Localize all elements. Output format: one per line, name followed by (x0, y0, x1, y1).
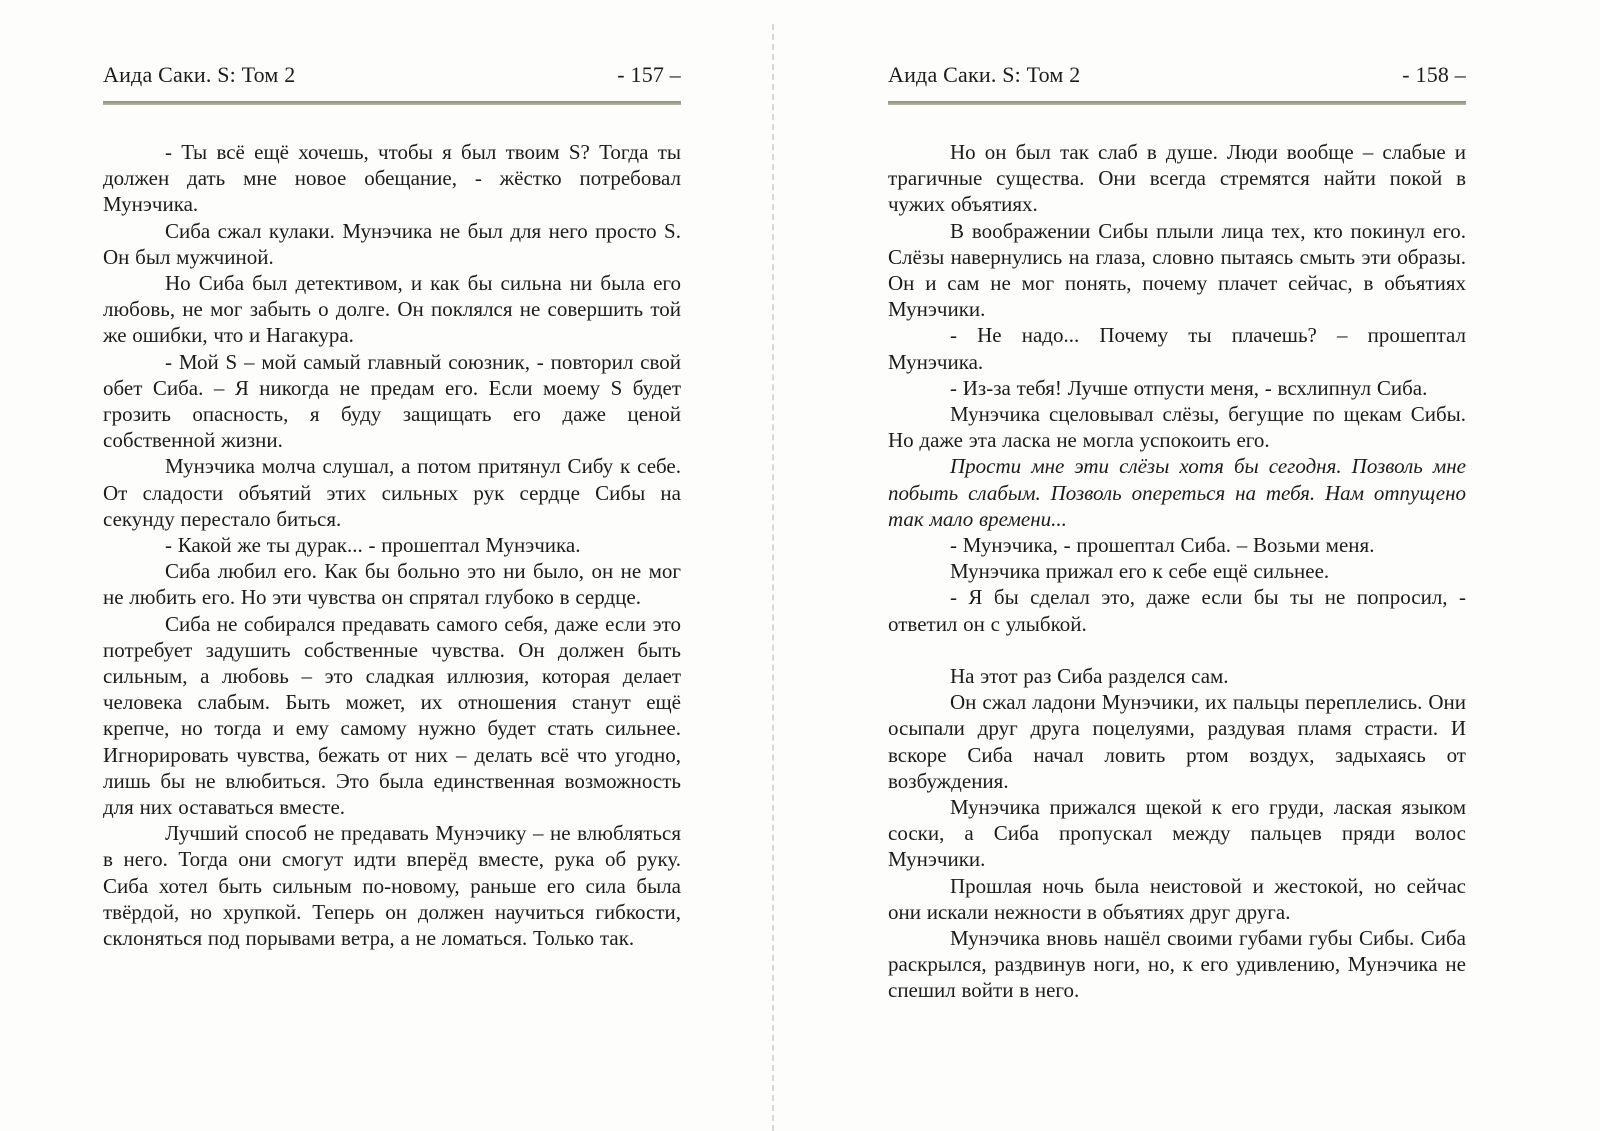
paragraph: Сиба сжал кулаки. Мунэчика не был для него просто S. Он был мужчиной. (103, 218, 681, 269)
paragraph: Мунэчика вновь нашёл своими губами губы Сибы. Сиба раскрылся, раздвинув ноги, но, к его удивлению, Мунэчика не спешил войти в него. (888, 926, 1466, 1003)
paragraph: - Мунэчика, - прошептал Сиба. – Возьми меня. (950, 533, 1375, 558)
page-header (103, 0, 681, 88)
paragraph: - Мой S – мой самый главный союзник, - повторил свой обет Сиба. – Я никогда не предам его. Если моему S будет грозить опасность, я буду защищать его даже ценой собственной жизни. (103, 349, 681, 453)
paragraph: Сиба любил его. Как бы больно это ни было, он не мог не любить его. Но эти чувства он спрятал глубоко в сердце. (103, 559, 681, 610)
paragraph: Мунэчика молча слушал, а потом притянул Сибу к себе. От сладости объятий этих сильных рук сердце Сибы на секунду перестало биться. (103, 454, 681, 531)
paragraph: Но Сиба был детективом, и как бы сильна ни была его любовь, не мог забыть о долге. Он поклялся не совершить той же ошибки, что и Нагакура. (103, 271, 681, 348)
page-number: - 157 – (617, 62, 681, 87)
paragraph: Мунэчика прижал его к себе ещё сильнее. (950, 559, 1330, 584)
paragraph: - Из-за тебя! Лучше отпусти меня, - всхлипнул Сиба. (950, 375, 1428, 400)
paragraph: Сиба не собирался предавать самого себя, даже если это потребует задушить собственные чувства. Он должен быть сильным, а любовь – это сладкая иллюзия, которая делает человека слабым. Быть может, их отношения станут ещё крепче, но тогда и ему самому нужно будет стать сильнее. Игнорировать чувства, бежать от них – делать всё что угодно, лишь бы не влюбиться. Это была единственная возможность для них оставаться вместе. (103, 611, 681, 820)
paragraph: - Я бы сделал это, даже если бы ты не попросил, - ответил он с улыбкой. (888, 585, 1466, 636)
paragraph: - Какой же ты дурак... - прошептал Мунэчика. (165, 533, 581, 558)
paragraph: - Ты всё ещё хочешь, чтобы я был твоим S? Тогда ты должен дать мне новое обещание, - жёстко потребовал Мунэчика. (103, 140, 681, 217)
page-body (888, 139, 1466, 1004)
paragraph: На этот раз Сиба разделся сам. (950, 664, 1229, 689)
paragraph: Но он был так слаб в душе. Люди вообще – слабые и трагичные существа. Они всегда стремятся найти покой в чужих объятиях. (888, 140, 1466, 217)
page-header (888, 0, 1466, 88)
page-number: - 158 – (1402, 62, 1466, 87)
header-rule (103, 101, 681, 105)
paragraph: Он сжал ладони Мунэчики, их пальцы переплелись. Они осыпали друг друга поцелуями, раздувая пламя страсти. И вскоре Сиба начал ловить ртом воздух, задыхаясь от возбуждения. (888, 690, 1466, 793)
paragraph: Мунэчика прижался щекой к его груди, лаская языком соски, а Сиба пропускал между пальцев пряди волос Мунэчики. (888, 795, 1466, 872)
paragraph: - Не надо... Почему ты плачешь? – прошептал Мунэчика. (888, 323, 1466, 374)
header-rule (888, 101, 1466, 105)
paragraph: Лучший способ не предавать Мунэчику – не влюбляться в него. Тогда они смогут идти вперёд вместе, рука об руку. Сиба хотел быть сильным по-новому, раньше его сила была твёрдой, но хрупкой. Теперь он должен научиться гибкости, склоняться под порывами ветра, а не ломаться. Только так. (103, 821, 681, 951)
paragraph: Прости мне эти слёзы хотя бы сегодня. Позволь мне побыть слабым. Позволь опереться на тебя. Нам отпущено так мало времени... (888, 454, 1466, 531)
running-title: Аида Саки. S: Том 2 (888, 62, 1081, 87)
paragraph: В воображении Сибы плыли лица тех, кто покинул его. Слёзы навернулись на глаза, словно пытаясь смыть эти образы. Он и сам не мог понять, почему плачет сейчас, в объятиях Мунэчики. (888, 218, 1466, 322)
page-left (103, 0, 681, 1131)
spread-divider (772, 24, 774, 1131)
running-title: Аида Саки. S: Том 2 (103, 62, 296, 87)
scene-break (888, 637, 1466, 663)
page-body (103, 139, 681, 951)
page-right (888, 0, 1466, 1131)
paragraph: Прошлая ночь была неистовой и жестокой, но сейчас они искали нежности в объятиях друг друга. (888, 873, 1466, 924)
paragraph: Мунэчика сцеловывал слёзы, бегущие по щекам Сибы. Но даже эта ласка не могла успокоить его. (888, 402, 1466, 453)
